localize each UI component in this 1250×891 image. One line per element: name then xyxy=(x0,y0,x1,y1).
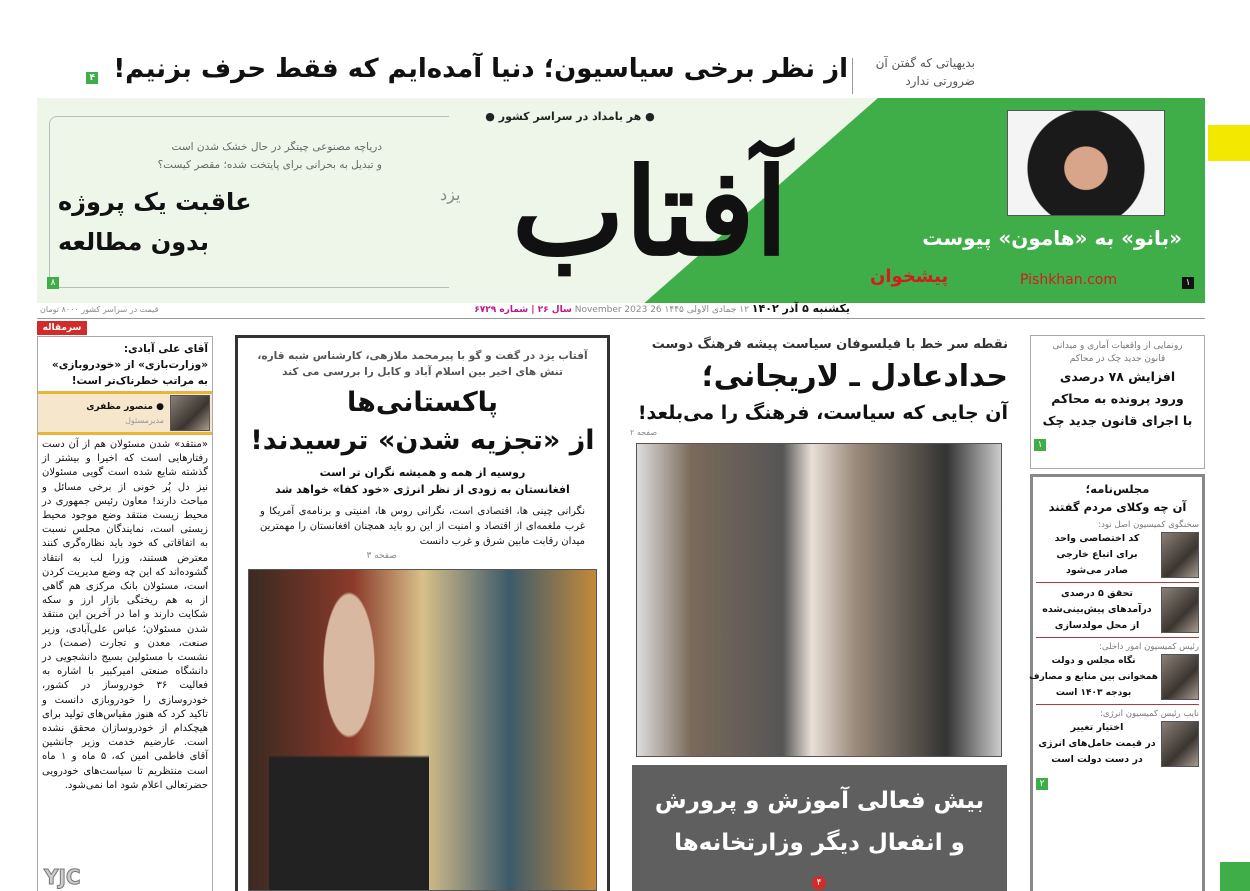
lead-photo[interactable] xyxy=(636,443,1002,757)
editorial-title[interactable] xyxy=(38,337,212,391)
lead-kicker: نقطه سر خط با فیلسوفان سیاست پیشه فرهنگ دوست xyxy=(651,337,1008,352)
majles-box xyxy=(1030,474,1205,891)
headline-line: بیش فعالی آموزش و پرورش xyxy=(654,788,985,814)
pakistan-body: نگرانی چینی ها، اقتصادی است، نگرانی روس ها، امنیتی و برنامه‌ی آمریکا و غرب ملغمه‌ای از اقتصاد و امنیت از این رو باید همچنان افغانستان را مهمترین میدان رقابت مابین شرق و غرب دانست xyxy=(260,506,585,547)
title-line: آقای علی آبادی: xyxy=(123,343,208,355)
pakistan-kicker xyxy=(248,348,597,380)
page-tag: ۲ xyxy=(1036,778,1048,790)
majles-title xyxy=(1036,480,1199,516)
date-line xyxy=(330,302,850,315)
top-kicker xyxy=(860,54,975,90)
slogan: ● هر بامداد در سراسر کشور ● xyxy=(485,110,655,123)
education-page: ۴ xyxy=(812,876,826,890)
issue-number: سال ۲۶ | شماره ۶۷۲۹ xyxy=(474,305,572,315)
lead-headline[interactable]: حدادعادل ـ لاریجانی؛ xyxy=(701,359,1008,394)
mp-photo xyxy=(1161,654,1199,700)
headline-line: پاکستانی‌ها xyxy=(347,387,498,418)
pakistan-box xyxy=(235,335,610,891)
divider xyxy=(852,58,853,94)
person-silhouette xyxy=(269,590,429,890)
top-headline-row xyxy=(40,54,848,84)
title-line: آن چه وکلای مردم گفتند xyxy=(1048,500,1187,514)
logo[interactable]: آفتاب xyxy=(511,142,789,283)
left-story-headline[interactable] xyxy=(58,182,358,262)
pakistan-photo[interactable] xyxy=(248,569,597,891)
right-story-headline[interactable]: «بانو» به «هامون» پیوست xyxy=(922,226,1182,250)
majles-item[interactable] xyxy=(1036,586,1199,634)
majles-item[interactable] xyxy=(1036,708,1199,768)
text-line: در قیمت حامل‌های انرژی xyxy=(1038,738,1156,749)
headline-line: و انفعال دیگر وزارتخانه‌ها xyxy=(674,830,965,856)
cheque-headline[interactable] xyxy=(1034,366,1201,432)
mp-photo xyxy=(1161,721,1199,767)
editorial-role: مدیرمسئول xyxy=(125,415,164,425)
pakistan-headline[interactable] xyxy=(248,384,597,460)
page-tag: ۱ xyxy=(1182,277,1194,289)
text-line: برای اتباع خارجی xyxy=(1056,549,1138,560)
title-line: مجلس‌نامه؛ xyxy=(1085,482,1150,496)
item-text xyxy=(1036,531,1158,579)
green-corner xyxy=(1220,862,1250,891)
headline-line: با اجرای قانون جدید چک xyxy=(1042,413,1193,428)
text-line: صادر می‌شود xyxy=(1065,565,1129,576)
kicker-line: ضرورتی ندارد xyxy=(905,74,975,88)
headline-line: از «تجزیه شدن» ترسیدند! xyxy=(250,425,595,456)
rule xyxy=(37,318,1205,319)
yjc-watermark: YJC xyxy=(44,865,81,889)
sub-line: افغانستان به زودی از نظر انرژی «خود کفا» خواهد شد xyxy=(275,483,570,496)
text-line: نگاه مجلس و دولت xyxy=(1051,656,1136,666)
editorial-box xyxy=(37,336,213,891)
headline-line: بدون مطالعه xyxy=(58,228,209,256)
divider xyxy=(1036,637,1199,638)
yellow-tab xyxy=(1208,125,1250,161)
pakistan-sub xyxy=(248,464,597,498)
mp-photo xyxy=(1161,532,1199,578)
item-kicker: سخنگوی کمیسیون اصل نود: xyxy=(1098,520,1199,530)
lead-sub[interactable]: آن جایی که سیاست، فرهنگ را می‌بلعد! xyxy=(637,402,1008,424)
pakistan-page: صفحه ۳ xyxy=(366,551,397,561)
left-story-kicker xyxy=(52,138,382,174)
kicker-line: دریاچه مصنوعی چیتگر در حال خشک شدن است xyxy=(171,141,382,153)
headline-line: افزایش ۷۸ درصدی xyxy=(1059,369,1176,384)
cheque-box xyxy=(1030,335,1205,469)
divider xyxy=(1036,582,1199,583)
text-line: درآمدهای پیش‌بینی‌شده xyxy=(1042,604,1152,615)
majles-item[interactable] xyxy=(1029,641,1199,701)
text-line: همخوانی بین منابع و مصارف xyxy=(1029,672,1158,682)
pishkhan-watermark-fa: پیشخوان xyxy=(870,266,949,287)
sub-line: روسیه از همه و همیشه نگران تر است xyxy=(319,466,526,479)
text-line: کد اختصاصی واحد xyxy=(1054,533,1140,544)
text-line: بودجه ۱۴۰۳ است xyxy=(1055,688,1132,698)
item-kicker: نایب رئیس کمیسیون انرژی: xyxy=(1100,709,1199,719)
title-line: به مراتب خطرناک‌تر است! xyxy=(71,375,208,387)
author-photo xyxy=(170,395,210,431)
item-text xyxy=(1036,586,1158,634)
kicker-line: قانون جدید چک در محاکم xyxy=(1069,354,1166,364)
text-line: در دست دولت است xyxy=(1051,754,1143,765)
text-line: تحقق ۵ درصدی xyxy=(1061,588,1133,599)
majles-list xyxy=(1029,519,1199,768)
portrait-photo[interactable] xyxy=(1007,110,1165,216)
lead-page: صفحه ۲ xyxy=(630,428,658,437)
item-text xyxy=(1036,720,1158,768)
cheque-kicker xyxy=(1034,340,1201,366)
lead-story xyxy=(630,335,1008,757)
pishkhan-watermark: Pishkhan.com xyxy=(1020,272,1117,288)
text-line: از محل مولدسازی xyxy=(1054,620,1140,631)
kicker-line: و تبدیل به بحرانی برای پایتخت شده؛ مقصر کیست؟ xyxy=(157,159,382,171)
kicker-line: رونمایی از واقعیات آماری و میدانی xyxy=(1052,341,1183,351)
top-headline[interactable]: از نظر برخی سیاسیون؛ دنیا آمده‌ایم که فقط حرف بزنیم! xyxy=(113,54,848,84)
kicker-line: بدیهیاتی که گفتن آن xyxy=(875,56,975,70)
date-details: ۱۲ جمادی الاولی ۱۴۴۵ 26 November 2023 xyxy=(574,305,749,315)
kicker-line: آفتاب یزد در گفت و گو با پیرمحمد ملازهی، کارشناس شبه قاره، xyxy=(257,350,588,362)
divider xyxy=(1036,704,1199,705)
education-headline xyxy=(632,780,1007,864)
headline-line: ورود پرونده به محاکم xyxy=(1051,391,1184,406)
page-tag: ۸ xyxy=(47,277,59,289)
price: قیمت در سراسر کشور ۸۰۰۰ تومان xyxy=(40,305,159,314)
majles-item[interactable] xyxy=(1036,519,1199,579)
item-kicker: رئیس کمیسیون امور داخلی: xyxy=(1099,642,1199,652)
editorial-author: ● منصور مظفری xyxy=(86,401,164,412)
headline-line: عاقبت یک پروژه xyxy=(58,188,252,216)
title-line: «وزارت‌بازی» از «خودروبازی» xyxy=(51,359,208,371)
page-tag: ۱ xyxy=(1034,439,1046,451)
date: یکشنبه ۵ آذر ۱۴۰۲ xyxy=(751,302,850,315)
logo-sub: یزد xyxy=(440,185,461,204)
editorial-body: «منتقد» شدن مسئولان هم از آن دست رفتارهایی است که اخیرا و بیشتر از گذشته شایع شده است گویی مسئولان نیز دل پُر خونی از برخی مسائل و مباحث دارند! معاون رئیس جمهوری در محیط زیست منتقد وضع موجود محیط زیستی است، نمایندگان مجلس نسبت به اتفاقاتی که خود باید نظاره‌گری کنند معترض هستند، وزرا لب به انتقاد گشوده‌اند که این چه وضع مدیریت کردن است، مسئولان بانک مرکزی هم گاهی از به هم ریختگی بازار ارز و سکه شکایت دارند و اما در آخرین این منتقد شدن مسئولان؛ عباس علی‌آبادی، وزیر صنعت، معدن و تجارت (صمت) در نشست با مسئولین بسیج دانشجویی در دانشگاه صنعتی امیرکبیر با اشاره به فعالیت ۳۶ خودروساز در کشور، خودروسازی را خودروبازی دانست و تاکید کرد که هنوز مقیاس‌های تولید برای هیچکدام از خودروسازان محقق نشده است. عارضیم خدمت وزیر جانشین آقای فاطمی امین که، ۵ ماه و ۱ ماه است منتظریم تا سیاست‌های خودرویی حضرتعالی اعلام شود اما نمی‌شود. xyxy=(42,439,209,791)
mp-photo xyxy=(1161,587,1199,633)
text-line: اختیار تغییر xyxy=(1070,722,1124,733)
item-text xyxy=(1029,653,1158,701)
editorial-label: سرمقاله xyxy=(37,321,87,335)
editorial-author-band xyxy=(38,391,212,435)
kicker-line: تنش های اخیر بین اسلام آباد و کابل را بررسی می کند xyxy=(282,366,563,378)
page-tag: ۴ xyxy=(86,72,98,84)
